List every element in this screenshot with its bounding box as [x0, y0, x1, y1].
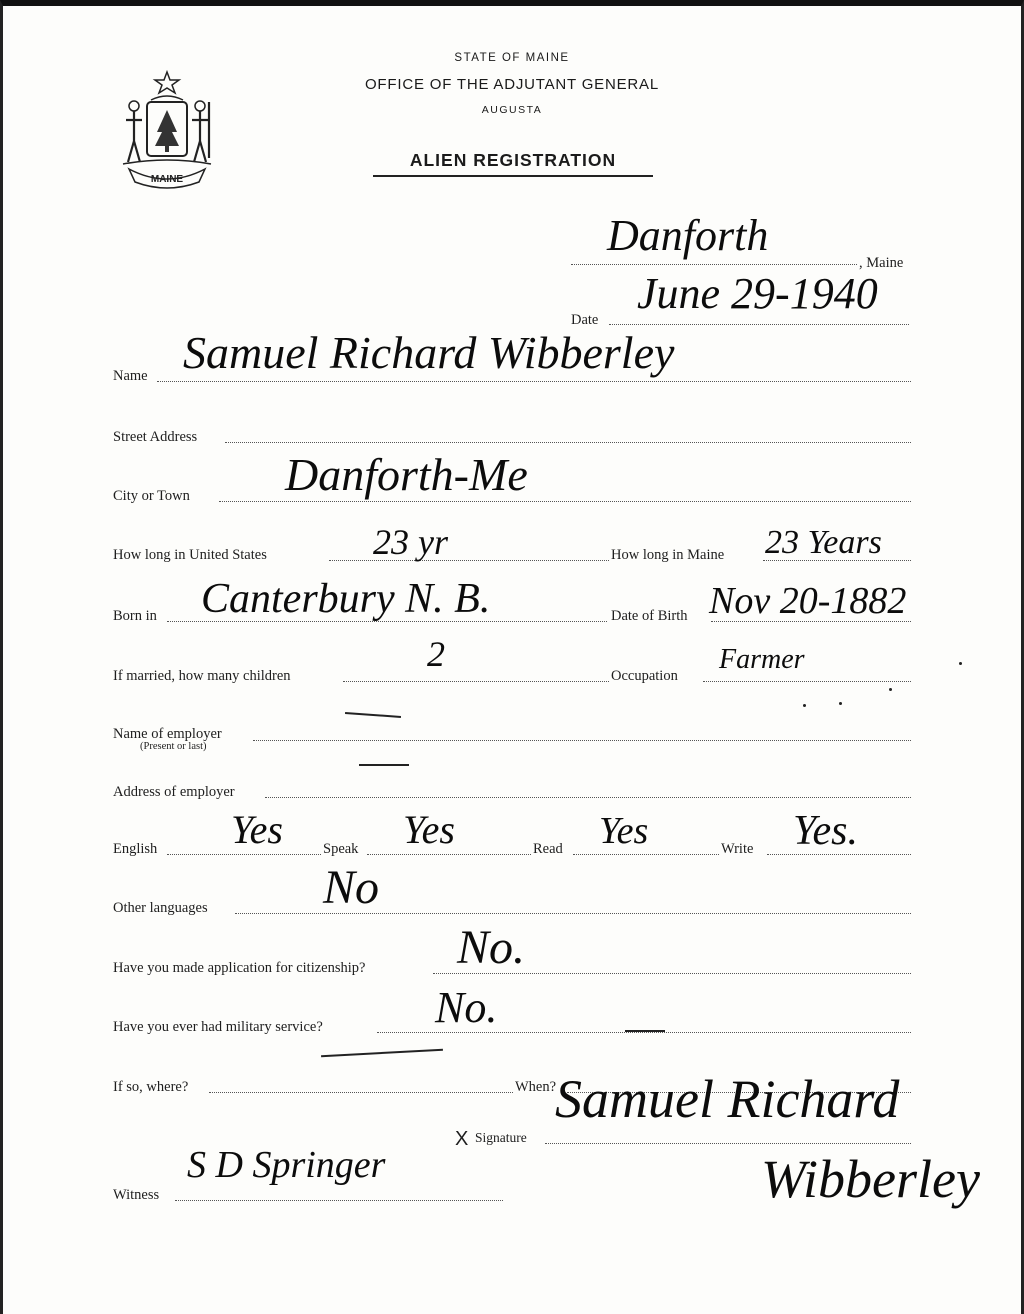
witness-entry: S D Springer: [187, 1144, 386, 1186]
occupation-entry: Farmer: [719, 644, 805, 675]
other-languages-label: Other languages: [113, 900, 208, 916]
city-line: [219, 501, 911, 502]
town-line: [571, 264, 857, 265]
speak-label: Speak: [323, 841, 359, 857]
state-heading: STATE OF MAINE: [454, 52, 570, 64]
military-label: Have you ever had military service?: [113, 1019, 323, 1035]
military-dash-2: [625, 1030, 665, 1032]
town-entry: Danforth: [607, 211, 769, 260]
city-label: City or Town: [113, 488, 190, 504]
city-heading: AUGUSTA: [481, 104, 543, 116]
english-entry: Yes: [231, 807, 283, 852]
signature-entry-line2: Wibberley: [761, 1149, 980, 1209]
svg-text:MAINE: MAINE: [150, 174, 184, 185]
signature-mark: X: [455, 1128, 469, 1150]
ink-speck: [889, 688, 892, 691]
signature-line: [545, 1143, 911, 1144]
citizenship-entry: No.: [457, 921, 526, 974]
witness-line: [175, 1200, 503, 1201]
children-line: [343, 681, 609, 682]
signature-label: Signature: [475, 1130, 527, 1145]
english-line: [167, 854, 321, 855]
write-entry: Yes.: [793, 808, 858, 854]
maine-years-entry: 23 Years: [765, 524, 882, 561]
employer-label: [113, 726, 222, 752]
military-entry: No.: [435, 983, 498, 1032]
employer-dash: [345, 712, 401, 718]
name-entry: Samuel Richard Wibberley: [183, 327, 675, 378]
employer-address-dash: [359, 764, 409, 766]
where-line: [209, 1092, 513, 1093]
employer-address-line: [265, 797, 911, 798]
date-label: Date: [571, 312, 599, 328]
speak-entry: Yes: [403, 807, 455, 852]
ink-speck: [959, 662, 962, 665]
dob-label: Date of Birth: [611, 608, 688, 624]
born-in-entry: Canterbury N. B.: [201, 576, 491, 622]
us-years-line: [329, 560, 609, 561]
ink-speck: [839, 702, 842, 705]
street-address-line: [225, 442, 911, 443]
write-label: Write: [721, 841, 754, 857]
read-line: [573, 854, 719, 855]
citizenship-label: Have you made application for citizenship?: [113, 960, 366, 976]
form-title: ALIEN REGISTRATION: [373, 150, 653, 177]
born-in-label: Born in: [113, 608, 157, 624]
employer-label-text: Name of employer: [113, 726, 222, 742]
office-heading: OFFICE OF THE ADJUTANT GENERAL: [364, 76, 660, 93]
maine-label: , Maine: [859, 255, 904, 271]
street-address-label: Street Address: [113, 429, 198, 445]
us-years-entry: 23 yr: [373, 522, 448, 562]
employer-address-label: Address of employer: [113, 784, 235, 800]
name-label: Name: [113, 368, 148, 384]
occupation-line: [703, 681, 911, 682]
employer-line: [253, 740, 911, 741]
speak-line: [367, 854, 531, 855]
occupation-label: Occupation: [611, 668, 678, 684]
other-languages-entry: No: [323, 861, 380, 914]
date-entry: June 29-1940: [637, 269, 878, 318]
read-label: Read: [533, 841, 563, 857]
witness-label: Witness: [113, 1187, 160, 1203]
maine-years-label: How long in Maine: [611, 547, 725, 563]
children-label: If married, how many children: [113, 668, 291, 684]
us-years-label: How long in United States: [113, 547, 267, 563]
children-entry: 2: [427, 634, 445, 674]
employer-sublabel: (Present or last): [140, 741, 207, 752]
where-label: If so, where?: [113, 1079, 189, 1095]
signature-entry-line1: Samuel Richard: [555, 1069, 900, 1129]
military-line: [377, 1032, 911, 1033]
when-label: When?: [515, 1079, 557, 1095]
read-entry: Yes: [599, 810, 649, 852]
ink-speck: [803, 704, 806, 707]
name-line: [157, 381, 911, 382]
write-line: [767, 854, 911, 855]
english-label: English: [113, 841, 158, 857]
military-dash: [321, 1049, 443, 1057]
dob-entry: Nov 20-1882: [709, 580, 907, 622]
city-entry: Danforth-Me: [285, 449, 528, 500]
date-line: [609, 324, 909, 325]
